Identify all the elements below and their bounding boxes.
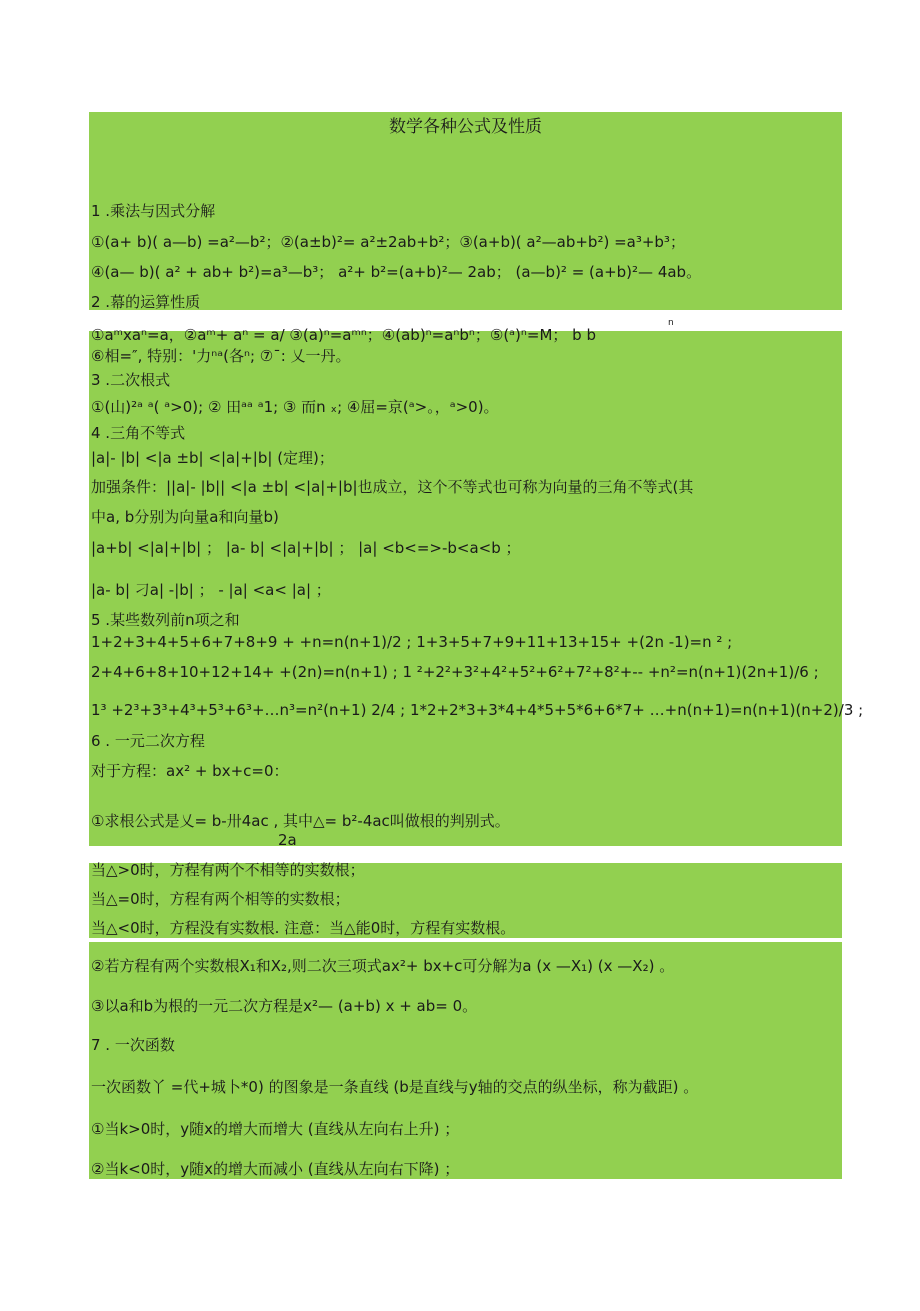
formula-line-23: ②当k<0时，y随x的增大而减小 (直线从左向右下降) ； xyxy=(91,1160,460,1178)
section-heading-1: 1 .乘法与因式分解 xyxy=(91,202,216,220)
formula-line-22: ①当k>0时，y随x的增大而增大 (直线从左向右上升) ； xyxy=(91,1120,460,1138)
formula-line-3: ①aᵐxaⁿ=a，②aᵐ+ aⁿ = a/ ③(a)ⁿ=aᵐⁿ；④(ab)ⁿ=aⁿbⁿ；⑤(ᵃ)ⁿ=M； b b xyxy=(91,326,596,344)
formula-line-5: ①(山)²ᵃ ᵃ( ᵃ>0); ② 田ᵃᵃ ᵃ1; ③ 而n ₓ; ④屈=京(ᵃ>。，ᵃ>0)。 xyxy=(91,398,499,416)
formula-line-1: ①(a+ b)( a—b) =a²—b²；②(a±b)²= a²±2ab+b²；③(a+b)( a²—ab+b²) =a³+b³； xyxy=(91,233,685,251)
formula-line-9: |a+b| <|a|+|b| ； |a- b| <|a|+|b| ； |a| <b<=>-b<a<b ； xyxy=(91,539,521,557)
superscript-n: n xyxy=(668,318,674,328)
formula-line-11: 1+2+3+4+5+6+7+8+9 + +n=n(n+1)/2 ; 1+3+5+7+9+11+13+15+ +(2n -1)=n ² ; xyxy=(91,633,733,651)
formula-line-20: ③以a和b为根的一元二次方程是x²— (a+b) x + ab= 0。 xyxy=(91,997,478,1015)
section-heading-7: 7 . 一次函数 xyxy=(91,1036,175,1054)
section-heading-3: 3 .二次根式 xyxy=(91,371,171,389)
fraction-denominator: 2a xyxy=(278,831,297,849)
section-heading-5: 5 .某些数列前n项之和 xyxy=(91,611,240,629)
formula-line-18: 当△<0时，方程没有实数根. 注意：当△能0时，方程有实数根。 xyxy=(91,919,516,937)
formula-line-7: 加强条件：||a|- |b|| <|a ±b| <|a|+|b|也成立，这个不等式也可称为向量的三角不等式(其 xyxy=(91,478,694,496)
section-heading-4: 4 .三角不等式 xyxy=(91,424,186,442)
formula-line-19: ②若方程有两个实数根X₁和X₂,则二次三项式ax²+ bx+c可分解为a (x —X₁) (x —X₂) 。 xyxy=(91,957,675,975)
section-heading-6: 6 . 一元二次方程 xyxy=(91,732,205,750)
formula-line-2: ④(a— b)( a² + ab+ b²)=a³—b³； a²+ b²=(a+b)²— 2ab； (a—b)² = (a+b)²— 4ab。 xyxy=(91,263,702,281)
formula-line-16: 当△>0时，方程有两个不相等的实数根； xyxy=(91,861,365,879)
formula-line-21: 一次函数丫 =代+城卜*0) 的图象是一条直线 (b是直线与y轴的交点的纵坐标，称为截距) 。 xyxy=(91,1078,699,1096)
formula-line-17: 当△=0时，方程有两个相等的实数根； xyxy=(91,890,350,908)
highlight-band-4 xyxy=(89,942,842,1179)
section-heading-2: 2 .幕的运算性质 xyxy=(91,293,201,311)
formula-line-15: ①求根公式是乂= b-卅4ac , 其中△= b²-4ac叫做根的判别式。 xyxy=(91,812,510,830)
formula-line-10: |a- b| 刁a| -|b| ； - |a| <a< |a| ； xyxy=(91,581,331,599)
formula-line-12: 2+4+6+8+10+12+14+ +(2n)=n(n+1) ; 1 ²+2²+3²+4²+5²+6²+7²+8²+-- +n²=n(n+1)(2n+1)/6 ; xyxy=(91,663,819,681)
page-title: 数学各种公式及性质 xyxy=(389,117,542,137)
formula-line-4: ⑥相=″, 特别：'力ⁿᵃ(各ⁿ; ⑦ˉ: 乂一丹。 xyxy=(91,347,351,365)
formula-line-13: 1³ +2³+3³+4³+5³+6³+…n³=n²(n+1) 2/4 ; 1*2+2*3+3*4+4*5+5*6+6*7+ …+n(n+1)=n(n+1)(n+2)/3 ; xyxy=(91,701,864,719)
formula-line-6: |a|- |b| <|a ±b| <|a|+|b| (定理)； xyxy=(91,449,334,467)
formula-line-14: 对于方程：ax² + bx+c=0： xyxy=(91,762,289,780)
formula-line-8: 中a, b分别为向量a和向量b) xyxy=(91,508,279,526)
